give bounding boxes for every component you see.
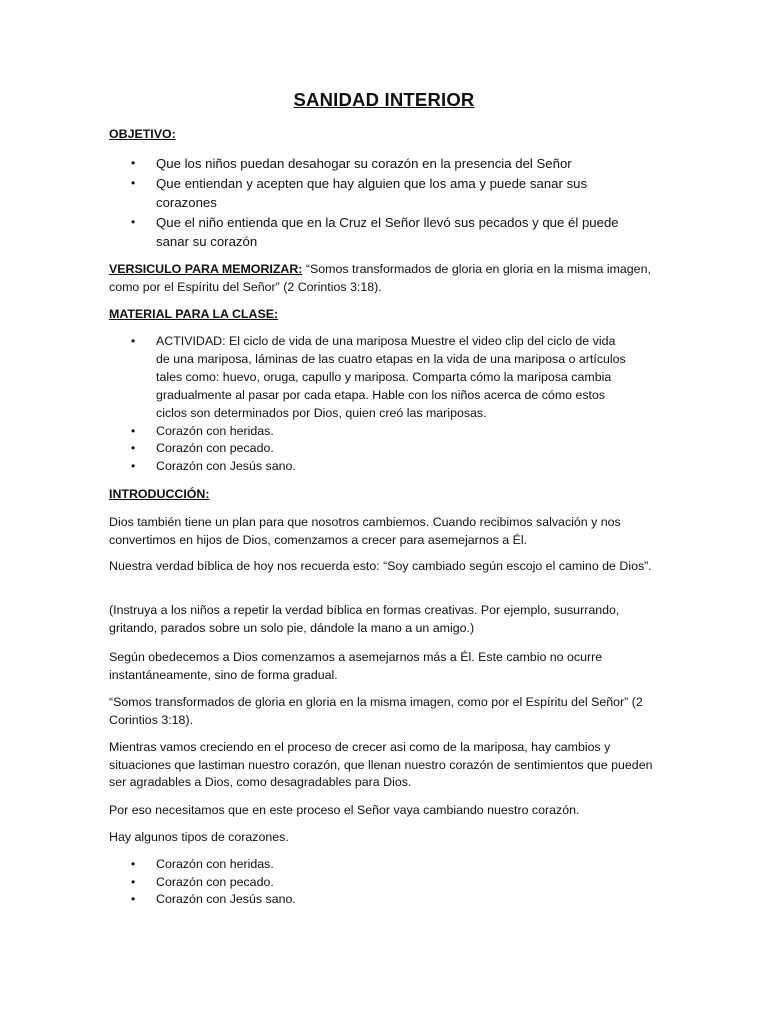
list-item: • ACTIVIDAD: El ciclo de vida de una mariposa Muestre el video clip del ciclo de vida de una mariposa, láminas de las cuatro etapas en la vida de una mariposa o artículos tales como: huevo, oruga, capullo y mariposa. Comparta cómo la mariposa cambia gradualmente al pasar por cada etapa. Hable con los niños acerca de cómo estos ciclos son determinados por Dios, quien creó las mariposas.: [131, 334, 626, 420]
bullet-icon: •: [131, 176, 136, 190]
bullet-icon: •: [131, 459, 136, 474]
intro-paragraph: Hay algunos tipos de corazones.: [109, 830, 289, 844]
versiculo-text: “Somos transformados de gloria en gloria en la misma imagen, como por el Espíritu del Señor” (2 Corintios 3:18).: [109, 262, 651, 294]
list-item: • Corazón con Jesús sano.: [109, 891, 629, 909]
intro-paragraph: Por eso necesitamos que en este proceso el Señor vaya cambiando nuestro corazón.: [109, 803, 580, 817]
list-item: • Que los niños puedan desahogar su corazón en la presencia del Señor: [131, 156, 572, 171]
introduccion-label: INTRODUCCIÓN:: [109, 487, 210, 501]
list-item: • Corazón con pecado.: [109, 440, 629, 458]
bullet-icon: •: [131, 857, 136, 871]
bullet-icon: •: [131, 874, 136, 889]
material-label: MATERIAL PARA LA CLASE:: [109, 307, 279, 321]
bullet-icon: •: [131, 441, 136, 456]
objetivo-list: [109, 154, 629, 252]
intro-paragraph: Nuestra verdad bíblica de hoy nos recuerda esto: “Soy cambiado según escojo el camino de Dios”.: [109, 559, 652, 573]
list-item: • Corazón con pecado.: [109, 874, 629, 892]
list-item: • Que entiendan y acepten que hay alguien que los ama y puede sanar sus corazones: [131, 176, 588, 210]
intro-paragraph: (Instruya a los niños a repetir la verdad bíblica en formas creativas. Por ejemplo, susurrando, gritando, parados sobre un solo pie, dándole la mano a un amigo.): [109, 603, 620, 635]
intro-paragraph: “Somos transformados de gloria en gloria en la misma imagen, como por el Espíritu del Señor” (2 Corintios 3:18).: [109, 695, 643, 727]
list-item: • Corazón con heridas.: [109, 423, 629, 441]
versiculo-label: VERSICULO PARA MEMORIZAR:: [109, 262, 303, 276]
intro-paragraph: Mientras vamos creciendo en el proceso de crecer asi como de la mariposa, hay cambios y situaciones que lastiman nuestro corazón, que llenan nuestro corazón de sentimientos que pueden ser agradables a Dios, como desagradables para Dios.: [109, 740, 653, 789]
bullet-icon: •: [131, 156, 136, 170]
intro-paragraph: Según obedecemos a Dios comenzamos a asemejarnos más a Él. Este cambio no ocurre instantáneamente, sino de forma gradual.: [109, 650, 603, 682]
bullet-icon: •: [131, 334, 136, 348]
intro-paragraph: Dios también tiene un plan para que nosotros cambiemos. Cuando recibimos salvación y nos convertimos en hijos de Dios, comenzamos a crecer para asemejarnos a Él.: [109, 515, 621, 547]
document-title: SANIDAD INTERIOR: [293, 89, 475, 110]
list-item: • Que el niño entienda que en la Cruz el Señor llevó sus pecados y que él puede sanar su corazón: [131, 215, 619, 249]
material-list: [109, 333, 629, 476]
bullet-icon: •: [131, 215, 136, 229]
versiculo-paragraph: [109, 261, 657, 296]
objetivo-label: OBJETIVO:: [109, 127, 176, 141]
bullet-icon: •: [131, 892, 136, 907]
intro-list: [109, 856, 629, 909]
bullet-icon: •: [131, 423, 136, 438]
list-item: • Corazón con Jesús sano.: [109, 458, 629, 476]
list-item: • Corazón con heridas.: [109, 856, 629, 874]
